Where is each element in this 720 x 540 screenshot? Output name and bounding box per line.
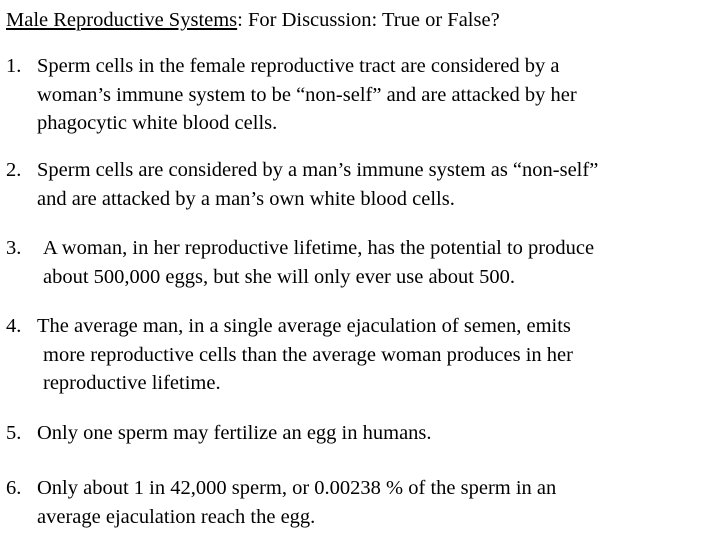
title-underlined: Male Reproductive Systems bbox=[6, 9, 238, 31]
item-text-line: more reproductive cells than the average woman produces in her bbox=[43, 343, 573, 366]
item-number: 1. bbox=[6, 55, 22, 77]
item-text-line: Only about 1 in 42,000 sperm, or 0.00238 % of the sperm in an bbox=[37, 477, 557, 499]
item-text-line: about 500,000 eggs, but she will only ever use about 500. bbox=[43, 265, 516, 288]
item-number: 2. bbox=[6, 159, 22, 181]
question-item-2 bbox=[6, 156, 706, 213]
item-text-line: Sperm cells are considered by a man’s immune system as “non-self” bbox=[37, 159, 599, 181]
item-text-line: phagocytic white blood cells. bbox=[37, 112, 278, 134]
item-number: 5. bbox=[6, 422, 22, 444]
item-text-line: Only one sperm may fertilize an egg in humans. bbox=[37, 422, 432, 444]
question-item-4 bbox=[6, 312, 706, 398]
item-text-line: woman’s immune system to be “non-self” and are attacked by her bbox=[37, 83, 577, 106]
question-item-1 bbox=[6, 52, 706, 138]
item-number: 6. bbox=[6, 477, 22, 499]
question-item-3 bbox=[6, 234, 706, 291]
item-text-line: and are attacked by a man’s own white blood cells. bbox=[37, 187, 455, 210]
page-title bbox=[6, 6, 500, 34]
item-number: 3. bbox=[6, 237, 22, 259]
item-text-line: A woman, in her reproductive lifetime, has the potential to produce bbox=[43, 237, 595, 259]
item-text-line: average ejaculation reach the egg. bbox=[37, 505, 316, 528]
question-item-5 bbox=[6, 419, 706, 448]
item-text-line: reproductive lifetime. bbox=[43, 372, 221, 394]
item-text-line: The average man, in a single average ejaculation of semen, emits bbox=[37, 315, 571, 337]
question-item-6 bbox=[6, 474, 706, 531]
title-rest: : For Discussion: True or False? bbox=[237, 9, 500, 31]
item-text-line: Sperm cells in the female reproductive tract are considered by a bbox=[37, 55, 560, 77]
item-number: 4. bbox=[6, 315, 22, 337]
